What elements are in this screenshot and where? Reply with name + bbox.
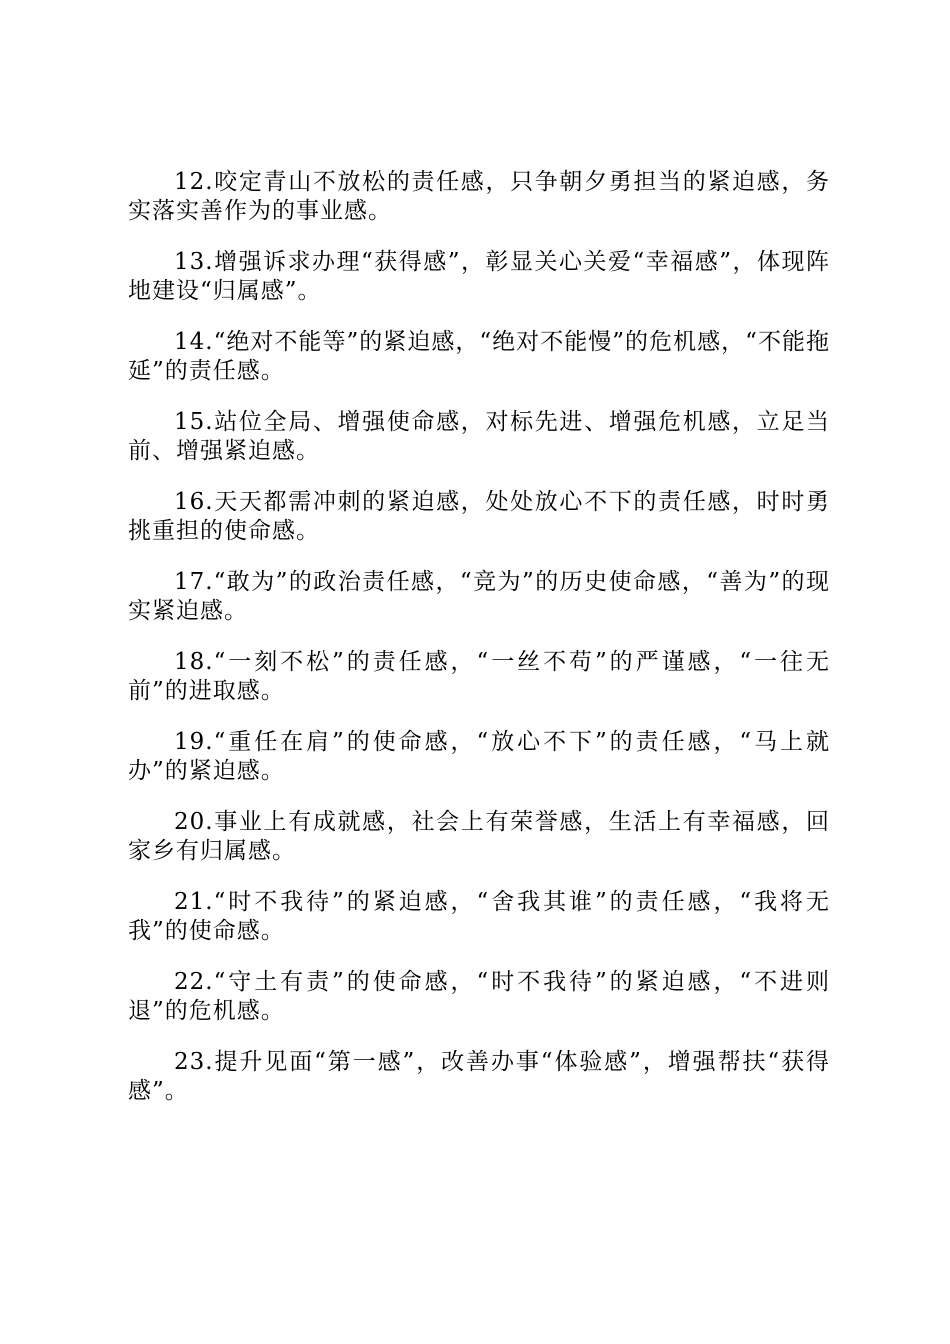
list-item: 23.提升见面“第一感”，改善办事“体验感”，增强帮扶“获得感”。 <box>128 1049 830 1104</box>
list-item: 17.“敢为”的政治责任感，“竞为”的历史使命感，“善为”的现实紧迫感。 <box>128 569 830 624</box>
list-item: 18.“一刻不松”的责任感，“一丝不苟”的严谨感，“一往无前”的进取感。 <box>128 649 830 704</box>
list-item: 13.增强诉求办理“获得感”，彰显关心关爱“幸福感”，体现阵地建设“归属感”。 <box>128 249 830 304</box>
list-item: 19.“重任在肩”的使命感，“放心不下”的责任感，“马上就办”的紧迫感。 <box>128 729 830 784</box>
list-item: 12.咬定青山不放松的责任感，只争朝夕勇担当的紧迫感，务实落实善作为的事业感。 <box>128 169 830 224</box>
list-item: 22.“守土有责”的使命感，“时不我待”的紧迫感，“不进则退”的危机感。 <box>128 969 830 1024</box>
list-item: 14.“绝对不能等”的紧迫感，“绝对不能慢”的危机感，“不能拖延”的责任感。 <box>128 329 830 384</box>
list-item: 20.事业上有成就感，社会上有荣誉感，生活上有幸福感，回家乡有归属感。 <box>128 809 830 864</box>
document-body <box>128 168 830 1128</box>
list-item: 15.站位全局、增强使命感，对标先进、增强危机感，立足当前、增强紧迫感。 <box>128 409 830 464</box>
list-item: 21.“时不我待”的紧迫感，“舍我其谁”的责任感，“我将无我”的使命感。 <box>128 889 830 944</box>
list-item: 16.天天都需冲刺的紧迫感，处处放心不下的责任感，时时勇挑重担的使命感。 <box>128 489 830 544</box>
